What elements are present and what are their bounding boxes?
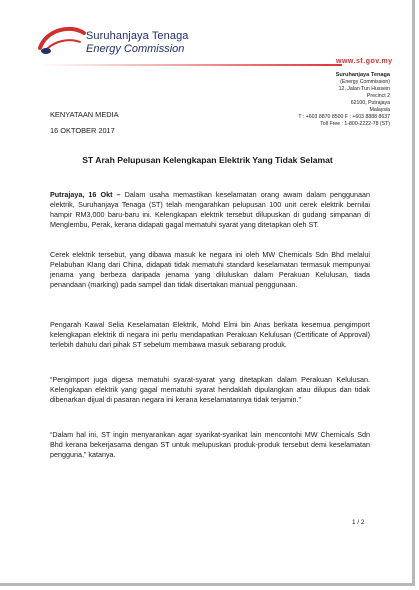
address-line: Malaysia (369, 107, 390, 113)
website-link[interactable]: www.st.gov.my (336, 58, 393, 65)
document-title: ST Arah Pelupusan Kelengkapan Elektrik Yang Tidak Selamat (82, 155, 333, 165)
address-line: 62100, Putrajaya (350, 100, 390, 106)
paragraph-5: “Dalam hal ini, ST ingin menyarankan agar syarikat-syarikat lain mencontohi MW Chemicals Sdn Bhd kerana bekerjasama dengan ST untuk melupuskan produk-produk tersebut demi keselamatan pengguna,” katanya. (50, 430, 370, 459)
paragraph-4: “Pengimport juga digesa mematuhi syarat-syarat yang ditetapkan dalam Perakuan Kelulusan. Kelengkapan elektrik yang gagal mematuhi syarat hendaklah dipulangkan atau dilupus dan tidak dibenarkan dijual di pasaran negara ini kerana keselamatannya tidak terjamin.” (50, 375, 370, 404)
energy-commission-logo (36, 24, 226, 64)
page-number: 1 / 2 (352, 519, 365, 526)
address-line: Suruhanjaya Tenaga (335, 72, 390, 78)
address-line: Precinct 2 (366, 93, 390, 99)
address-line: (Energy Commission) (340, 79, 390, 85)
logo-name: Suruhanjaya Tenaga (86, 30, 189, 42)
paragraph-1-text: Dalam usaha memastikan keselamatan orang awam dalam penggunaan elektrik, Suruhanjaya Tenaga (ST) telah mengarahkan pelupusan 100 unit cerek elektrik bernilai hampir RM3,000 baru-baru ini. Kelengkapan elektrik tersebut dilupuskan di gudang simpanan di Menglembu, Perak, kerana didapati gagal mematuhi syarat yang ditetapkan oleh ST. (50, 190, 370, 229)
media-statement-label: KENYATAAN MEDIA (50, 110, 119, 119)
paragraph-1 (50, 190, 370, 230)
address-line: T : +603 8870 8500 F : +603 8888 8637 (298, 114, 390, 120)
address-block (298, 72, 390, 128)
logo-subtitle: Energy Commission (86, 43, 185, 55)
dateline: Putrajaya, 16 Okt – (50, 190, 121, 199)
statement-date: 16 OKTOBER 2017 (50, 126, 115, 135)
paragraph-3: Pengarah Kawal Selia Keselamatan Elektrik, Mohd Elmi bin Anas berkata kesemua pengimport kelengkapan elektrik di negara ini perlu mendapatkan Perakuan Kelulusan (Certificate of Approval) terlebih dahulu dari pihak ST sebelum membawa masuk sebarang produk. (50, 320, 370, 349)
address-line: 12, Jalan Tun Hussein (338, 86, 390, 92)
address-line: Toll Free : 1-800-2222-78 (ST) (320, 121, 390, 127)
swoosh-logo-icon (36, 24, 88, 58)
header-divider (38, 64, 342, 66)
paragraph-2: Cerek elektrik tersebut, yang dibawa masuk ke negara ini oleh MW Chemicals Sdn Bhd melalui Pelabuhan Klang dari China, didapati tidak mematuhi standard keselamatan termasuk mempunyai jenama yang berbeza daripada jenama yang diluluskan dalam Perakuan Kelulusan, tiada penandaan (marking) pada sampel dan tidak disertakan manual penggunaan. (50, 250, 370, 289)
